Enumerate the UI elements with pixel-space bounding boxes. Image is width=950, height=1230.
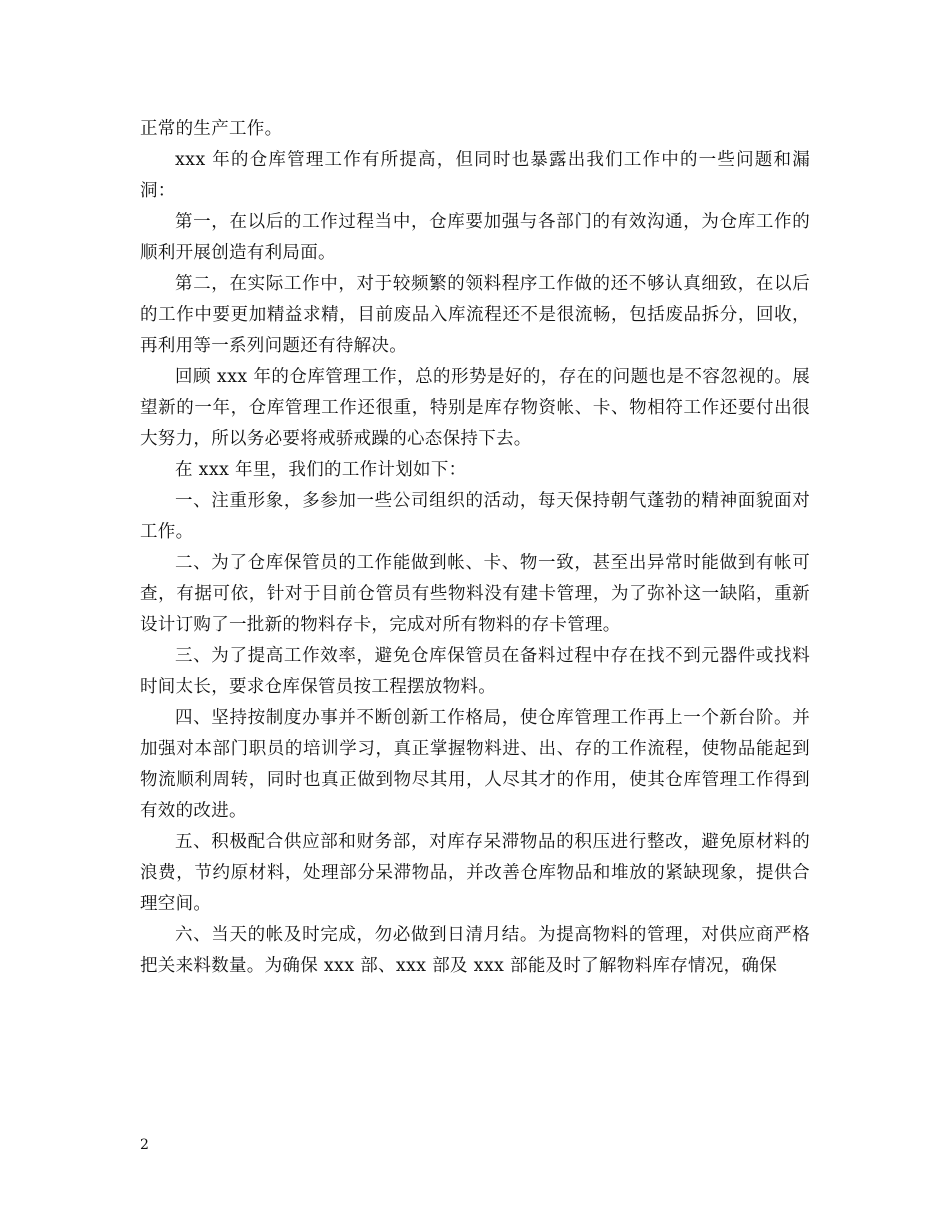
paragraph-plan-item-1: 一、注重形象，多参加一些公司组织的活动，每天保持朝气蓬勃的精神面貌面对工作。 <box>140 491 810 542</box>
paragraph-plan-item-3: 三、为了提高工作效率，避免仓库保管员在备料过程中存在找不到元器件或找料时间太长，要求仓库保管员按工程摆放物料。 <box>140 646 810 697</box>
paragraph-plan-item-4: 四、坚持按制度办事并不断创新工作格局，使仓库管理工作再上一个新台阶。并加强对本部门职员的培训学习，真正掌握物料进、出、存的工作流程，使物品能起到物流顺利周转，同时也真正做到物尽其用，人尽其才的作用，使其仓库管理工作得到有效的改进。 <box>140 708 810 821</box>
paragraph-plan-item-6: 六、当天的帐及时完成，勿必做到日清月结。为提高物料的管理，对供应商严格把关来料数量。为确保 xxx 部、xxx 部及 xxx 部能及时了解物料库存情况，确保 <box>140 925 810 976</box>
paragraph-continuation: 正常的生产工作。 <box>140 119 283 139</box>
page-number: 2 <box>140 1137 149 1153</box>
paragraph-plan-item-5: 五、积极配合供应部和财务部，对库存呆滞物品的积压进行整改，避免原材料的浪费，节约原材料，处理部分呆滞物品，并改善仓库物品和堆放的紧缺现象，提供合理空间。 <box>140 832 810 914</box>
paragraph-problems-intro: xxx 年的仓库管理工作有所提高，但同时也暴露出我们工作中的一些问题和漏洞： <box>140 150 810 201</box>
paragraph-plan-intro: 在 xxx 年里，我们的工作计划如下： <box>175 460 467 480</box>
paragraph-plan-item-2: 二、为了仓库保管员的工作能做到帐、卡、物一致，甚至出异常时能做到有帐可查，有据可依，针对于目前仓管员有些物料没有建卡管理，为了弥补这一缺陷，重新设计订购了一批新的物料存卡，完成对所有物料的存卡管理。 <box>140 553 810 635</box>
document-body <box>140 114 810 982</box>
paragraph-review: 回顾 xxx 年的仓库管理工作，总的形势是好的，存在的问题也是不容忽视的。展望新的一年，仓库管理工作还很重，特别是库存物资帐、卡、物相符工作还要付出很大努力，所以务必要将戒骄戒躁的心态保持下去。 <box>140 367 810 449</box>
paragraph-second-point: 第二，在实际工作中，对于较频繁的领料程序工作做的还不够认真细致，在以后的工作中要更加精益求精，目前废品入库流程还不是很流畅，包括废品拆分，回收，再利用等一系列问题还有待解决。 <box>140 274 810 356</box>
paragraph-first-point: 第一，在以后的工作过程当中，仓库要加强与各部门的有效沟通，为仓库工作的顺利开展创造有利局面。 <box>140 212 810 263</box>
